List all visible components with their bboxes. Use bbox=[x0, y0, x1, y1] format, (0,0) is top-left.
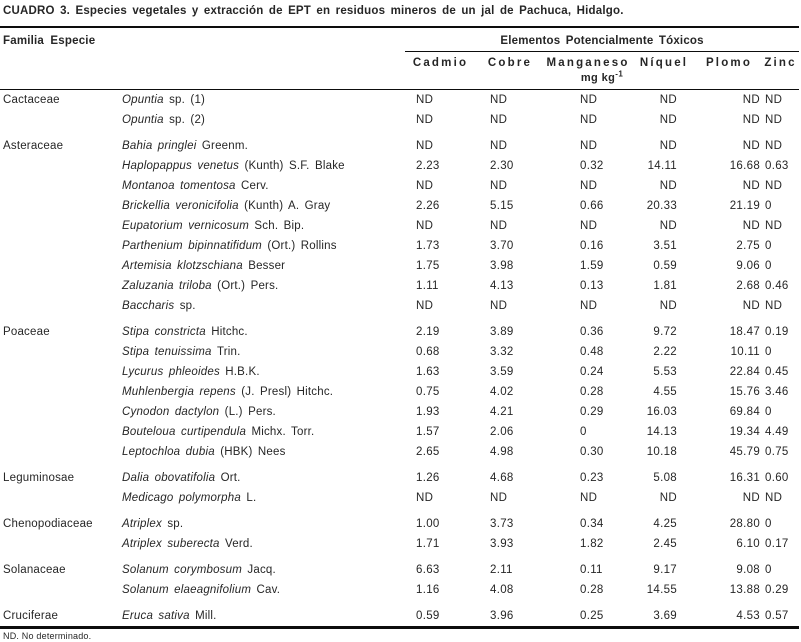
value-cell-manganeso: ND bbox=[580, 140, 598, 152]
value-cell-cadmio: ND bbox=[416, 220, 434, 232]
value-cell-cadmio: 0.75 bbox=[416, 386, 440, 398]
species-cell bbox=[117, 508, 405, 534]
value-cell-cobre: 5.15 bbox=[490, 200, 514, 212]
value-cell-manganeso: ND bbox=[580, 94, 598, 106]
species-name-italic: Baccharis bbox=[122, 300, 175, 312]
value-cell-cobre: ND bbox=[490, 300, 508, 312]
value-cell-zinc: 0.46 bbox=[765, 280, 789, 292]
value-cell-plomo: 6.10 bbox=[736, 538, 761, 550]
value-cell-zinc: ND bbox=[765, 114, 783, 126]
value-cell-niquel: 0.59 bbox=[653, 260, 678, 272]
value-cell-plomo: 10.11 bbox=[730, 346, 761, 358]
value-cell-cadmio: 2.65 bbox=[416, 446, 440, 458]
value-cell-plomo: 15.76 bbox=[729, 386, 761, 398]
value-cell-plomo: 19.34 bbox=[729, 426, 761, 438]
value-cell-manganeso: 0.24 bbox=[580, 366, 604, 378]
value-cell-zinc: 0.60 bbox=[765, 472, 789, 484]
value-cell-niquel: 4.55 bbox=[653, 386, 678, 398]
species-cell bbox=[117, 362, 405, 382]
species-author-roman: (Ort.) Rollins bbox=[261, 240, 337, 252]
value-cell-niquel: ND bbox=[659, 114, 678, 126]
familia-cell: Poaceae bbox=[3, 326, 50, 338]
value-cell-niquel: ND bbox=[659, 180, 678, 192]
value-cell-zinc: 0 bbox=[765, 346, 772, 358]
value-cell-niquel: 4.25 bbox=[653, 518, 678, 530]
table-row bbox=[0, 156, 799, 176]
value-cell-cadmio: ND bbox=[416, 114, 434, 126]
header-row-span bbox=[0, 27, 799, 52]
species-author-roman: (Kunth) S.F. Blake bbox=[239, 160, 345, 172]
familia-cell bbox=[0, 236, 117, 256]
value-cell-cadmio: 1.57 bbox=[416, 426, 440, 438]
value-cell-cadmio: 2.19 bbox=[416, 326, 440, 338]
value-cell-zinc: 0.63 bbox=[765, 160, 789, 172]
table-caption: CUADRO 3. Especies vegetales y extracción de EPT en residuos mineros de un jal de Pachuca, Hidalgo. bbox=[3, 5, 624, 17]
value-cell-manganeso: 0.48 bbox=[580, 346, 604, 358]
value-cell-cadmio: 1.93 bbox=[416, 406, 440, 418]
value-cell-cadmio: ND bbox=[416, 300, 434, 312]
familia-cell bbox=[0, 296, 117, 316]
value-cell-niquel: 3.51 bbox=[653, 240, 678, 252]
table-row bbox=[0, 256, 799, 276]
value-cell-zinc: ND bbox=[765, 94, 783, 106]
value-cell-zinc: 3.46 bbox=[765, 386, 789, 398]
value-cell-zinc: 0 bbox=[765, 406, 772, 418]
species-name-italic: Opuntia bbox=[122, 114, 164, 126]
familia-cell bbox=[0, 402, 117, 422]
value-cell-cadmio: ND bbox=[416, 94, 434, 106]
value-cell-cobre: 4.21 bbox=[490, 406, 514, 418]
species-name-italic: Opuntia bbox=[122, 94, 164, 106]
familia-cell bbox=[0, 156, 117, 176]
table-footnote: ND. No determinado. bbox=[3, 631, 92, 641]
table-row bbox=[0, 196, 799, 216]
table-row bbox=[0, 296, 799, 316]
value-cell-plomo: 2.75 bbox=[736, 240, 761, 252]
familia-cell: Cactaceae bbox=[3, 94, 60, 106]
value-cell-cadmio: 0.59 bbox=[416, 610, 440, 622]
familia-cell bbox=[0, 216, 117, 236]
value-cell-zinc: ND bbox=[765, 140, 783, 152]
species-author-roman: (HBK) Nees bbox=[214, 446, 286, 458]
value-cell-niquel: 3.69 bbox=[653, 610, 678, 622]
value-cell-cobre: 2.11 bbox=[490, 564, 513, 576]
value-cell-manganeso: 0.36 bbox=[580, 326, 604, 338]
species-name-italic: Solanum corymbosum bbox=[122, 564, 243, 576]
value-cell-zinc: 0 bbox=[765, 240, 772, 252]
species-name-italic: Atriplex suberecta bbox=[122, 538, 220, 550]
familia-cell bbox=[0, 422, 117, 442]
species-cell bbox=[117, 276, 405, 296]
value-cell-cadmio: ND bbox=[416, 140, 434, 152]
species-author-roman: sp. (2) bbox=[163, 114, 206, 126]
value-cell-zinc: ND bbox=[765, 220, 783, 232]
familia-cell: Solanaceae bbox=[3, 564, 66, 576]
species-cell bbox=[117, 156, 405, 176]
value-cell-manganeso: ND bbox=[580, 180, 598, 192]
value-cell-cobre: ND bbox=[490, 114, 508, 126]
table-row bbox=[0, 110, 799, 130]
familia-cell bbox=[0, 256, 117, 276]
value-cell-plomo: 18.47 bbox=[729, 326, 761, 338]
species-author-roman: L. bbox=[240, 492, 257, 504]
species-name-italic: Solanum elaeagnifolium bbox=[122, 584, 252, 596]
value-cell-plomo: 9.08 bbox=[736, 564, 761, 576]
species-author-roman: Michx. Torr. bbox=[246, 426, 315, 438]
value-cell-plomo: ND bbox=[742, 492, 761, 504]
table-row bbox=[0, 216, 799, 236]
value-cell-cobre: 4.02 bbox=[490, 386, 514, 398]
value-cell-cadmio: 2.23 bbox=[416, 160, 440, 172]
species-cell bbox=[117, 534, 405, 554]
value-cell-manganeso: 0.13 bbox=[580, 280, 604, 292]
table-row bbox=[0, 276, 799, 296]
table-row bbox=[0, 488, 799, 508]
value-cell-zinc: 0.17 bbox=[765, 538, 789, 550]
species-name-italic: Eupatorium vernicosum bbox=[122, 220, 250, 232]
ept-span-header: Elementos Potencialmente Tóxicos bbox=[405, 27, 799, 52]
value-cell-cobre: 3.73 bbox=[490, 518, 514, 530]
species-name-italic: Brickellia veronicifolia bbox=[122, 200, 239, 212]
col-header-plomo: Plomo bbox=[705, 57, 753, 69]
value-cell-plomo: ND bbox=[742, 220, 761, 232]
species-cell bbox=[117, 580, 405, 600]
table-row bbox=[0, 342, 799, 362]
species-author-roman: Trin. bbox=[211, 346, 241, 358]
value-cell-cobre: 3.32 bbox=[490, 346, 514, 358]
species-author-roman: Sch. Bip. bbox=[249, 220, 305, 232]
value-cell-manganeso: ND bbox=[580, 114, 598, 126]
species-name-italic: Haplopappus venetus bbox=[122, 160, 240, 172]
value-cell-cadmio: 1.00 bbox=[416, 518, 440, 530]
familia-cell bbox=[0, 488, 117, 508]
familia-cell: Asteraceae bbox=[3, 140, 64, 152]
species-author-roman: (Ort.) Pers. bbox=[211, 280, 279, 292]
col-header-cadmio: Cadmio bbox=[412, 57, 469, 69]
species-name-italic: Bouteloua curtipendula bbox=[122, 426, 247, 438]
species-name-italic: Dalia obovatifolia bbox=[122, 472, 216, 484]
species-cell bbox=[117, 422, 405, 442]
table-row bbox=[0, 362, 799, 382]
table-row bbox=[0, 382, 799, 402]
value-cell-niquel: 2.45 bbox=[653, 538, 678, 550]
species-name-italic: Zaluzania triloba bbox=[122, 280, 212, 292]
value-cell-cobre: ND bbox=[490, 140, 508, 152]
species-cell bbox=[117, 382, 405, 402]
species-tbody bbox=[0, 90, 799, 628]
species-cell bbox=[117, 296, 405, 316]
table-row bbox=[0, 462, 799, 488]
value-cell-zinc: 0.57 bbox=[765, 610, 789, 622]
value-cell-zinc: ND bbox=[765, 300, 783, 312]
species-author-roman: Cerv. bbox=[235, 180, 269, 192]
table-row bbox=[0, 422, 799, 442]
value-cell-cadmio: 1.26 bbox=[416, 472, 440, 484]
value-cell-niquel: 16.03 bbox=[646, 406, 678, 418]
species-author-roman: (Kunth) A. Gray bbox=[238, 200, 331, 212]
value-cell-cobre: 3.70 bbox=[490, 240, 514, 252]
species-cell bbox=[117, 90, 405, 111]
species-cell bbox=[117, 256, 405, 276]
value-cell-manganeso: ND bbox=[580, 300, 598, 312]
value-cell-cobre: 3.96 bbox=[490, 610, 514, 622]
value-cell-niquel: 14.13 bbox=[646, 426, 678, 438]
value-cell-plomo: 16.31 bbox=[729, 472, 761, 484]
value-cell-cadmio: ND bbox=[416, 492, 434, 504]
species-cell bbox=[117, 130, 405, 156]
value-cell-cadmio: 1.16 bbox=[416, 584, 440, 596]
value-cell-manganeso: 0.25 bbox=[580, 610, 604, 622]
familia-cell bbox=[0, 110, 117, 130]
table-row bbox=[0, 176, 799, 196]
value-cell-plomo: 28.80 bbox=[729, 518, 761, 530]
value-cell-plomo: 45.79 bbox=[729, 446, 761, 458]
value-cell-zinc: 0.19 bbox=[765, 326, 789, 338]
value-cell-plomo: 9.06 bbox=[736, 260, 761, 272]
familia-cell bbox=[0, 176, 117, 196]
value-cell-plomo: ND bbox=[742, 180, 761, 192]
species-author-roman: (L.) Pers. bbox=[219, 406, 276, 418]
value-cell-zinc: 0.45 bbox=[765, 366, 789, 378]
species-name-italic: Montanoa tomentosa bbox=[122, 180, 236, 192]
familia-cell bbox=[0, 362, 117, 382]
value-cell-niquel: 2.22 bbox=[653, 346, 678, 358]
value-cell-plomo: 21.19 bbox=[729, 200, 761, 212]
value-cell-zinc: 0 bbox=[765, 564, 772, 576]
value-cell-cadmio: 1.71 bbox=[416, 538, 440, 550]
value-cell-manganeso: 0.30 bbox=[580, 446, 604, 458]
value-cell-cobre: 2.06 bbox=[490, 426, 514, 438]
species-name-italic: Atriplex bbox=[122, 518, 162, 530]
value-cell-zinc: 0 bbox=[765, 260, 772, 272]
species-name-italic: Lycurus phleoides bbox=[122, 366, 220, 378]
value-cell-plomo: 2.68 bbox=[736, 280, 761, 292]
value-cell-manganeso: ND bbox=[580, 492, 598, 504]
species-cell bbox=[117, 216, 405, 236]
table-row bbox=[0, 580, 799, 600]
value-cell-manganeso: 0.23 bbox=[580, 472, 604, 484]
familia-cell bbox=[0, 382, 117, 402]
value-cell-manganeso: 0.66 bbox=[580, 200, 604, 212]
species-author-roman: H.B.K. bbox=[219, 366, 260, 378]
value-cell-cobre: 3.89 bbox=[490, 326, 514, 338]
table-row bbox=[0, 402, 799, 422]
species-name-italic: Leptochloa dubia bbox=[122, 446, 215, 458]
value-cell-niquel: 9.72 bbox=[653, 326, 678, 338]
value-cell-plomo: ND bbox=[742, 94, 761, 106]
familia-cell bbox=[0, 196, 117, 216]
value-cell-plomo: 4.53 bbox=[736, 610, 761, 622]
species-author-roman: Jacq. bbox=[242, 564, 276, 576]
value-cell-plomo: ND bbox=[742, 114, 761, 126]
value-cell-manganeso: 0.32 bbox=[580, 160, 604, 172]
species-cell bbox=[117, 316, 405, 342]
species-name-italic: Stipa constricta bbox=[122, 326, 206, 338]
species-cell bbox=[117, 554, 405, 580]
value-cell-manganeso: 0.34 bbox=[580, 518, 604, 530]
value-cell-zinc: ND bbox=[765, 492, 783, 504]
value-cell-niquel: 5.08 bbox=[653, 472, 678, 484]
ept-table bbox=[0, 26, 799, 629]
familia-cell bbox=[0, 276, 117, 296]
species-cell bbox=[117, 488, 405, 508]
familia-cell bbox=[0, 580, 117, 600]
value-cell-cadmio: 1.75 bbox=[416, 260, 440, 272]
value-cell-manganeso: 0.29 bbox=[580, 406, 604, 418]
species-name-italic: Stipa tenuissima bbox=[122, 346, 212, 358]
value-cell-plomo: 13.88 bbox=[729, 584, 761, 596]
value-cell-niquel: 10.18 bbox=[646, 446, 678, 458]
value-cell-cobre: ND bbox=[490, 492, 508, 504]
value-cell-cobre: 2.30 bbox=[490, 160, 514, 172]
value-cell-cobre: 4.68 bbox=[490, 472, 514, 484]
species-author-roman: Besser bbox=[242, 260, 286, 272]
species-cell bbox=[117, 110, 405, 130]
table-row bbox=[0, 236, 799, 256]
familia-cell: Leguminosae bbox=[3, 472, 75, 484]
value-cell-cobre: 3.98 bbox=[490, 260, 514, 272]
familia-cell bbox=[0, 534, 117, 554]
species-name-italic: Parthenium bipinnatifidum bbox=[122, 240, 262, 252]
value-cell-niquel: 14.11 bbox=[647, 160, 678, 172]
species-author-roman: sp. bbox=[174, 300, 196, 312]
value-cell-zinc: 0 bbox=[765, 518, 772, 530]
value-cell-cobre: ND bbox=[490, 220, 508, 232]
col-header-zinc: Zinc bbox=[764, 57, 797, 69]
species-cell bbox=[117, 442, 405, 462]
table-row bbox=[0, 554, 799, 580]
value-cell-niquel: ND bbox=[659, 492, 678, 504]
value-cell-plomo: ND bbox=[742, 140, 761, 152]
value-cell-manganeso: 1.59 bbox=[580, 260, 604, 272]
value-cell-cobre: 4.08 bbox=[490, 584, 514, 596]
species-cell bbox=[117, 342, 405, 362]
col-header-niquel: Níquel bbox=[639, 57, 689, 69]
species-name-italic: Bahia pringlei bbox=[122, 140, 197, 152]
value-cell-cadmio: 0.68 bbox=[416, 346, 440, 358]
value-cell-manganeso: 0.11 bbox=[580, 564, 603, 576]
unit-exponent: -1 bbox=[615, 69, 624, 79]
value-cell-cobre: 3.59 bbox=[490, 366, 514, 378]
value-cell-cobre: ND bbox=[490, 94, 508, 106]
value-cell-niquel: 9.17 bbox=[653, 564, 678, 576]
col-header-manganeso: Manganeso bbox=[546, 57, 630, 69]
unit-header bbox=[405, 71, 799, 90]
species-cell bbox=[117, 462, 405, 488]
familia-especie-header: Familia Especie bbox=[0, 27, 405, 90]
table-header bbox=[0, 27, 799, 90]
table-row bbox=[0, 130, 799, 156]
species-author-roman: Verd. bbox=[219, 538, 253, 550]
col-header-cobre: Cobre bbox=[487, 57, 533, 69]
species-name-italic: Medicago polymorpha bbox=[122, 492, 241, 504]
value-cell-cadmio: 2.26 bbox=[416, 200, 440, 212]
value-cell-plomo: ND bbox=[742, 300, 761, 312]
species-name-italic: Muhlenbergia repens bbox=[122, 386, 236, 398]
value-cell-zinc: 0.29 bbox=[765, 584, 789, 596]
value-cell-niquel: ND bbox=[659, 300, 678, 312]
species-author-roman: Greenm. bbox=[196, 140, 249, 152]
value-cell-zinc: 0.75 bbox=[765, 446, 789, 458]
value-cell-niquel: ND bbox=[659, 94, 678, 106]
value-cell-cobre: ND bbox=[490, 180, 508, 192]
familia-cell: Cruciferae bbox=[3, 610, 59, 622]
species-cell bbox=[117, 600, 405, 628]
familia-cell bbox=[0, 342, 117, 362]
table-row bbox=[0, 316, 799, 342]
value-cell-plomo: 69.84 bbox=[729, 406, 761, 418]
table-row bbox=[0, 508, 799, 534]
value-cell-cadmio: 1.73 bbox=[416, 240, 440, 252]
value-cell-cobre: 4.13 bbox=[490, 280, 514, 292]
species-author-roman: Hitchc. bbox=[205, 326, 248, 338]
value-cell-manganeso: 0.28 bbox=[580, 386, 604, 398]
species-author-roman: Mill. bbox=[189, 610, 217, 622]
value-cell-niquel: ND bbox=[659, 140, 678, 152]
value-cell-niquel: 5.53 bbox=[653, 366, 678, 378]
value-cell-niquel: 20.33 bbox=[646, 200, 678, 212]
familia-cell: Chenopodiaceae bbox=[3, 518, 93, 530]
species-cell bbox=[117, 176, 405, 196]
species-cell bbox=[117, 402, 405, 422]
value-cell-cadmio: 1.63 bbox=[416, 366, 440, 378]
value-cell-niquel: ND bbox=[659, 220, 678, 232]
species-author-roman: Cav. bbox=[251, 584, 281, 596]
table-row bbox=[0, 600, 799, 628]
species-name-italic: Artemisia klotzschiana bbox=[122, 260, 243, 272]
table-row bbox=[0, 442, 799, 462]
value-cell-cadmio: ND bbox=[416, 180, 434, 192]
species-name-italic: Cynodon dactylon bbox=[122, 406, 220, 418]
unit-base: mg kg bbox=[580, 72, 616, 84]
value-cell-manganeso: 1.82 bbox=[580, 538, 604, 550]
value-cell-niquel: 1.81 bbox=[653, 280, 678, 292]
table-row bbox=[0, 534, 799, 554]
species-author-roman: sp. bbox=[161, 518, 184, 530]
value-cell-manganeso: 0.28 bbox=[580, 584, 604, 596]
value-cell-zinc: 0 bbox=[765, 200, 772, 212]
value-cell-niquel: 14.55 bbox=[646, 584, 678, 596]
species-name-italic: Eruca sativa bbox=[122, 610, 190, 622]
species-author-roman: (J. Presl) Hitchc. bbox=[235, 386, 334, 398]
species-author-roman: Ort. bbox=[215, 472, 241, 484]
value-cell-cadmio: 1.11 bbox=[416, 280, 439, 292]
value-cell-cobre: 4.98 bbox=[490, 446, 514, 458]
species-author-roman: sp. (1) bbox=[163, 94, 206, 106]
value-cell-manganeso: 0 bbox=[580, 426, 587, 438]
value-cell-plomo: 22.84 bbox=[729, 366, 761, 378]
species-cell bbox=[117, 236, 405, 256]
value-cell-cobre: 3.93 bbox=[490, 538, 514, 550]
species-cell bbox=[117, 196, 405, 216]
value-cell-zinc: ND bbox=[765, 180, 783, 192]
value-cell-zinc: 4.49 bbox=[765, 426, 789, 438]
familia-cell bbox=[0, 442, 117, 462]
value-cell-manganeso: 0.16 bbox=[580, 240, 604, 252]
value-cell-manganeso: ND bbox=[580, 220, 598, 232]
table-row bbox=[0, 90, 799, 111]
value-cell-cadmio: 6.63 bbox=[416, 564, 440, 576]
value-cell-plomo: 16.68 bbox=[729, 160, 761, 172]
